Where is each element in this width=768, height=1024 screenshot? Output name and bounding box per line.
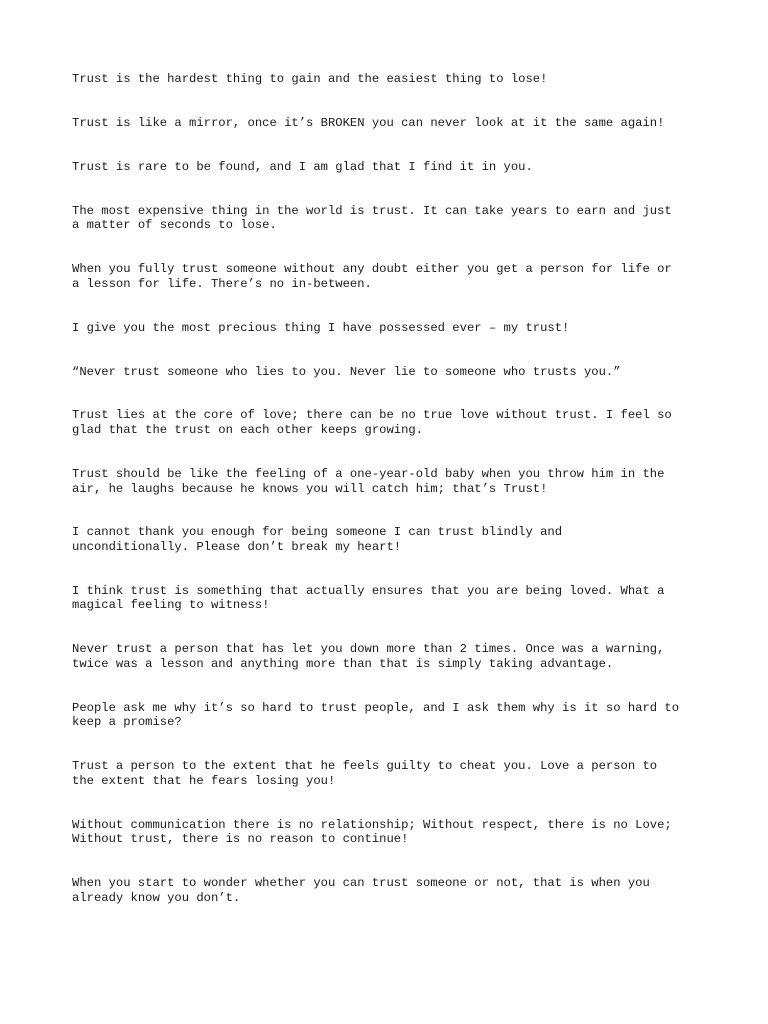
quote-paragraph: People ask me why it’s so hard to trust people, and I ask them why is it so hard to keep a promise? (72, 700, 680, 730)
quote-paragraph: Trust is rare to be found, and I am glad that I find it in you. (72, 159, 533, 174)
quote-paragraph: I think trust is something that actually ensures that you are being loved. What a magical feeling to witness! (72, 583, 665, 613)
quote-paragraph: “Never trust someone who lies to you. Never lie to someone who trusts you.” (72, 364, 621, 379)
quote-paragraph: Trust lies at the core of love; there can be no true love without trust. I feel so glad that the trust on each other keeps growing. (72, 408, 672, 438)
quote-paragraph: When you start to wonder whether you can trust someone or not, that is when you already know you don’t. (72, 876, 650, 905)
quote-paragraph: Trust should be like the feeling of a one-year-old baby when you throw him in the air, he laughs because he knows you will catch him; that’s Trust! (72, 466, 665, 496)
quote-paragraph: Trust a person to the extent that he feels guilty to cheat you. Love a person to the extent that he fears losing you! (72, 759, 658, 788)
quote-paragraph: I give you the most precious thing I have possessed ever – my trust! (72, 320, 570, 335)
quote-paragraph: Without communication there is no relationship; Without respect, there is no Love; Without trust, there is no reason to continue! (72, 817, 672, 847)
quote-paragraph: When you fully trust someone without any doubt either you get a person for life or a lesson for life. There’s no in-between. (72, 262, 672, 291)
quote-paragraph: The most expensive thing in the world is trust. It can take years to earn and just a matter of seconds to lose. (72, 203, 672, 233)
quote-list (72, 72, 712, 935)
quote-paragraph: Trust is the hardest thing to gain and the easiest thing to lose! (72, 72, 548, 86)
quote-paragraph: Never trust a person that has let you down more than 2 times. Once was a warning, twice was a lesson and anything more than that is simply taking advantage. (72, 642, 665, 671)
quote-paragraph: Trust is like a mirror, once it’s BROKEN you can never look at it the same again! (72, 115, 665, 130)
quote-paragraph: I cannot thank you enough for being someone I can trust blindly and unconditionally. Please don’t break my heart! (72, 525, 563, 554)
